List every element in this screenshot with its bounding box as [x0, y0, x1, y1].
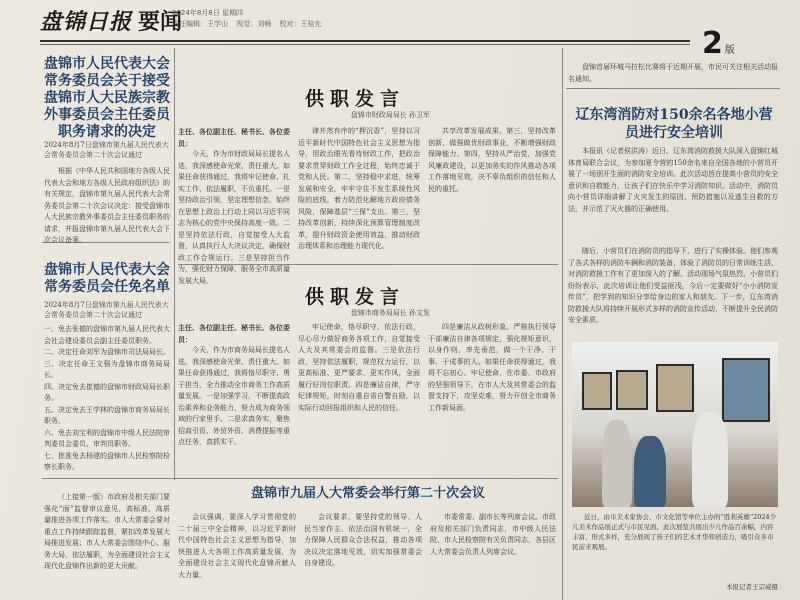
- section-title: 要闻: [138, 9, 183, 35]
- appointment-list: [44, 324, 170, 476]
- issue-date: 2024年8月8日 星期四: [172, 9, 243, 17]
- exhibition-photo: [572, 342, 778, 507]
- artwork-frame: [656, 364, 694, 412]
- photo-caption: 近日，由市美术家协会、市文化馆等单位主办的“胜利英雄”2024少儿美术作品展正式与市民见面。此次展览共展出少儿作品百余幅，内容丰富、形式多样，充分展现了孩子们的艺术才华和创造力，吸引众多市民前来观展。: [572, 513, 777, 551]
- photo-credit: 本报记者王宗威摄: [726, 583, 778, 591]
- story-divider: [42, 478, 558, 479]
- continued-story: （上接第一版）市政府及相关部门要强化“面”监督审议意见，高标准、高质量推进各项工作落实。市人大常委会要对重点工作持续跟踪监督，紧扣改革发展大局推进发展；市人大常委会围绕中心、服务大局，依法履职，为全面建设社会主义现代化盘锦作出新的更大贡献。: [44, 493, 170, 570]
- meeting-col2: 会议要求，要坚持党的领导、人民当家作主、依法治国有机统一，全力保障人民群众合法权益，推动各项决议决定落地见效，切实加强常委会自身建设。: [304, 513, 422, 567]
- header-rule: [40, 40, 690, 42]
- list-item: 六、免去刘宝利的盘锦市中级人民法院审判委员会委员、审判员职务。: [44, 428, 170, 448]
- opinion2-title: 供职发言: [304, 286, 405, 308]
- opinion1-col3: 共享改革发展成果。第三，坚持改革创新，做强做优财政事业，不断增强财政保障能力。第四，坚持从严治党，加强党风廉政建设，以更加务实的作风推动各项工作落地见效，决不辜负组织的信任和人民的重托。: [428, 127, 556, 193]
- proof-credit: 校对：王桂允: [279, 20, 322, 28]
- header-meta: [172, 8, 327, 30]
- meeting-headline: 盘锦市九届人大常委会举行第二十次会议: [250, 486, 485, 501]
- opinion2-col3: 四是廉洁从政树形象。严格执行领导干部廉洁自律各项规定，强化规矩意识，以身作则，率先垂范，做一个干净、干事、干成事的人。如果任命获得通过，我将不忘初心、牢记使命，在市委、市政府的坚强领导下，在市人大及其常委会的监督支持下，攻坚克难，努力开创全市商务工作新局面。: [428, 323, 556, 412]
- newspaper-logo: 盘锦日报: [40, 9, 133, 35]
- meeting-col3: 市委常委、副市长等列席会议。市政府及相关部门负责同志，市中级人民法院、市人民检察院有关负责同志，各县区人大常委会负责人列席会议。: [430, 513, 556, 556]
- list-item: 五、决定免去王学林的盘锦市商务局局长职务。: [44, 405, 170, 425]
- list-item: 二、决定任命刘军为盘锦市司法局局长。: [44, 348, 170, 356]
- page-number: 2 版: [702, 26, 735, 61]
- decision-body: 根据《中华人民共和国地方各级人民代表大会和地方各级人民政府组织法》的有关规定，盘锦市第九届人民代表大会常务委员会第二十次会议决定：接受盘锦市人大民族宗教外事委员会主任委员职务的请求，并报盘锦市第九届人民代表大会下次会议备案。: [44, 167, 170, 244]
- child-figure: [692, 412, 728, 507]
- list-item: 四、决定免去崔德的盘锦市财政局局长职务。: [44, 382, 170, 402]
- opinion1-col1: 主任、各位副主任、秘书长、各位委员： 今天，作为市财政局局长提名人选，我深感使命光荣、责任重大。如果任命获得通过，我将牢记使命、扎实工作，依法履职，不负重托。一是坚持政治引领，坚定理想信念，始终在思想上政治上行动上同以习近平同志为核心的党中央保持高度一致。二是坚持依法行政，自觉接受人大监督，认真执行人大决议决定，确保财政工作合规运行。三是坚持担当作为，强化财力保障，服务全市高质量发展大局。: [178, 127, 290, 285]
- masthead: [40, 4, 182, 36]
- appointment-dateline: 2024年8月7日盘锦市第九届人民代表大会常务委员会第二十次会议通过: [44, 301, 169, 319]
- decision-headline: 盘锦市人民代表大会常务委员会关于接受盘锦市人大民族宗教外事委员会主任委员职务请求的决定: [44, 56, 170, 140]
- artwork-frame: [582, 372, 612, 410]
- column-divider: [562, 48, 563, 600]
- header-rule-thin: [40, 44, 690, 45]
- opinion2-col2: 牢记使命，恪尽职守，依法行政，尽心尽力做好商务各项工作，自觉接受人大及其常委会的监督。三是依法行政，坚持依法履职，规范权力运行，以更高标准、更严要求、更实作风，全面履行好岗位职责。四是廉洁自律，严守纪律规矩，时刻自重自省自警自励，以实际行动回报组织和人民的信任。: [298, 323, 420, 412]
- story-divider: [566, 88, 780, 89]
- list-item: 七、批准免去杨建的盘锦市人民检察院检察长职务。: [44, 451, 170, 471]
- fire-training-body2: 随后，小营员们在消防员的指导下，进行了实操体验。他们参观了各式各样的消防车辆和消防装备，体验了消防员的日常训练生活，对消防救援工作有了更加深入的了解。活动现场气氛热烈，小营员们纷纷表示，此次培训让他们受益匪浅，今后一定要做好“小小消防宣传员”，把学到的知识分享给身边的家人和朋友。下一步，辽东湾消防救援大队将持续开展形式多样的消防宣传活动，不断提升全民消防安全素质。: [568, 247, 778, 324]
- list-item: 三、决定任命王文强为盘锦市商务局局长。: [44, 359, 170, 379]
- child-figure: [634, 436, 666, 507]
- editor-credit: 责任编辑：王学山: [172, 20, 228, 28]
- fire-training-body1: 本报讯（记者侯洪涛）近日，辽东湾消防救援大队深入盘锦红城体育局联合会议，为参加夏令营的150余名来自全国各地的小营员开展了一场别开生面的消防安全培训。此次活动旨在提高小营员的安全意识和自救能力，让孩子们在快乐中学习消防知识。活动中，消防员向小营员详细讲解了火灾发生的原因、预防措施以及逃生自救的方法，并示范了灭火器的正确使用。: [568, 147, 778, 213]
- decision-dateline: 2024年8月7日盘锦市第九届人民代表大会常务委员会第二十次会议通过: [44, 141, 169, 159]
- artwork-frame: [722, 358, 770, 422]
- fire-training-headline: 辽东湾消防对150余名各地小营员进行安全培训: [575, 107, 773, 141]
- opinion1-title: 供职发言: [304, 88, 405, 110]
- appointment-headline: 盘锦市人民代表大会常务委员会任免名单: [44, 262, 170, 295]
- opinion1-col2: 律并然有序的“押沉香”，坚持以习近平新时代中国特色社会主义思想为指导，用政治眼光看待财政工作，把政治要求贯穿财政工作全过程，始终忠诚于党和人民。第二，坚持稳中求进，统筹发展和安全，牢牢守住不发生系统性风险的底线，着力防范化解地方政府债务风险，保障基层“三保”支出。第三，坚持改革创新，持续深化预算管理制度改革，提升财政资金使用效益，推动财政治理体系和治理能力现代化。: [298, 127, 420, 250]
- artwork-frame: [616, 370, 648, 410]
- column-divider: [174, 48, 175, 480]
- meeting-col1: 会议强调，要深入学习贯彻党的二十届三中全会精神，以习近平新时代中国特色社会主义思想为指导，加快推进人大各项工作高质量发展，为全面建设社会主义现代化盘锦贡献人大力量。: [178, 513, 296, 579]
- opinion2-col1: 主任、各位副主任、秘书长、各位委员： 今天，作为市商务局局长提名人选，我深感使命光荣、责任重大。如果任命获得通过，我将恪尽职守、勇于担当，全力推动全市商务工作高质量发展。一是加强学习，不断提高政治素养和业务能力，努力成为商务领域的行家里手。二是求真务实，聚焦招商引资、外贸外资、消费提振等重点任务，真抓实干。: [178, 323, 290, 446]
- opinion1-byline: 盘锦市财政局局长 孙卫军: [350, 111, 430, 119]
- list-item: 一、免去张德的盘锦市第九届人民代表大会社会建设委员会副主任委员职务。: [44, 325, 170, 345]
- opinion2-byline: 盘锦市商务局局长 孙文发: [350, 309, 430, 317]
- child-figure: [602, 420, 632, 507]
- designer-credit: 视觉：刘畅: [236, 20, 272, 28]
- top-strip-story: 盘锦首届环城马拉松比赛将于近期开展，市民可关注相关活动报名通知。: [568, 63, 778, 83]
